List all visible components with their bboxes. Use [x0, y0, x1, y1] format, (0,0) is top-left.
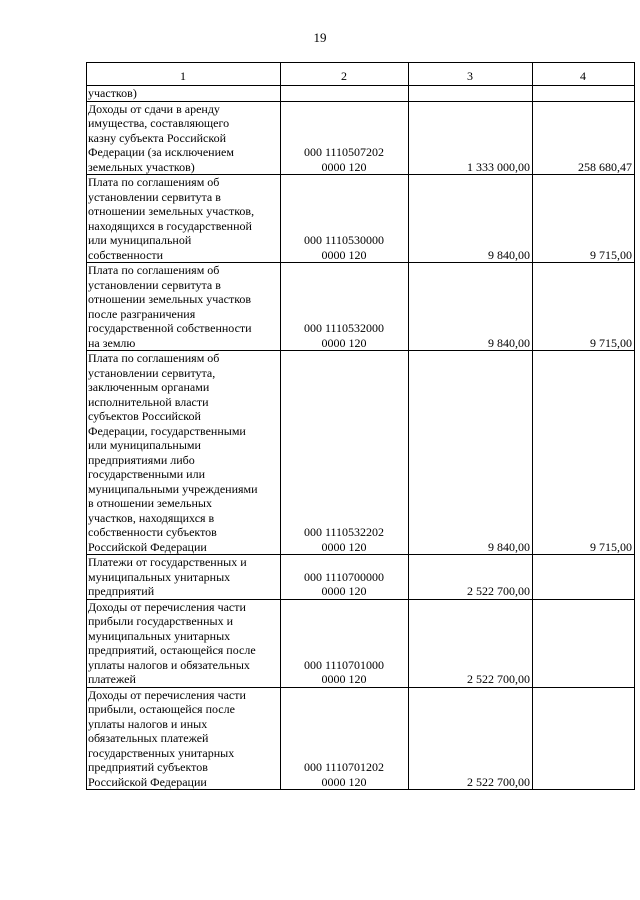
- actual-amount: [533, 599, 635, 687]
- revenue-name: Доходы от перечисления части прибыли, остающейся после уплаты налогов и иных обязательных платежей государственных унитарных предприятий субъектов Российской Федерации: [87, 687, 281, 790]
- revenue-name: Плата по соглашениям об установлении сервитута, заключенным органами исполнительной власти субъектов Российской Федерации, государственными или муниципальными предприятиями либо государственными или муниципальными учреждениями в отношении земельных участков, находящихся в собственности субъектов Российской Федерации: [87, 351, 281, 555]
- revenue-name: Плата по соглашениям об установлении сервитута в отношении земельных участков после разграничения государственной собственности на землю: [87, 263, 281, 351]
- revenue-name: Плата по соглашениям об установлении сервитута в отношении земельных участков, находящихся в государственной или муниципальной собственности: [87, 175, 281, 263]
- budget-code: [281, 86, 409, 102]
- planned-amount: 2 522 700,00: [409, 687, 533, 790]
- budget-code: 000 1110532000 0000 120: [281, 263, 409, 351]
- header-col-2: 2: [281, 63, 409, 86]
- budget-code: 000 1110700000 0000 120: [281, 555, 409, 600]
- budget-code: 000 1110530000 0000 120: [281, 175, 409, 263]
- actual-amount: 9 715,00: [533, 351, 635, 555]
- actual-amount: 9 715,00: [533, 263, 635, 351]
- table-row: [87, 599, 635, 687]
- table-row: [87, 86, 635, 102]
- planned-amount: 9 840,00: [409, 351, 533, 555]
- revenue-name: Доходы от сдачи в аренду имущества, составляющего казну субъекта Российской Федерации (за исключением земельных участков): [87, 101, 281, 175]
- planned-amount: 2 522 700,00: [409, 555, 533, 600]
- actual-amount: [533, 86, 635, 102]
- budget-code: 000 1110507202 0000 120: [281, 101, 409, 175]
- table-row: [87, 175, 635, 263]
- header-col-1: 1: [87, 63, 281, 86]
- budget-code: 000 1110701202 0000 120: [281, 687, 409, 790]
- revenue-name: Платежи от государственных и муниципальных унитарных предприятий: [87, 555, 281, 600]
- table-row: [87, 555, 635, 600]
- planned-amount: 9 840,00: [409, 175, 533, 263]
- planned-amount: [409, 86, 533, 102]
- table-row: [87, 101, 635, 175]
- header-col-4: 4: [533, 63, 635, 86]
- planned-amount: 2 522 700,00: [409, 599, 533, 687]
- revenue-name: участков): [87, 86, 281, 102]
- revenue-table: [86, 62, 635, 790]
- page-number: 19: [313, 30, 327, 45]
- budget-code: 000 1110532202 0000 120: [281, 351, 409, 555]
- table-row: [87, 263, 635, 351]
- actual-amount: 258 680,47: [533, 101, 635, 175]
- actual-amount: [533, 687, 635, 790]
- actual-amount: [533, 555, 635, 600]
- actual-amount: 9 715,00: [533, 175, 635, 263]
- revenue-name: Доходы от перечисления части прибыли государственных и муниципальных унитарных предприятий, остающейся после уплаты налогов и обязательных платежей: [87, 599, 281, 687]
- table-row: [87, 687, 635, 790]
- budget-code: 000 1110701000 0000 120: [281, 599, 409, 687]
- planned-amount: 1 333 000,00: [409, 101, 533, 175]
- header-col-3: 3: [409, 63, 533, 86]
- header-row: [87, 63, 635, 86]
- table-row: [87, 351, 635, 555]
- planned-amount: 9 840,00: [409, 263, 533, 351]
